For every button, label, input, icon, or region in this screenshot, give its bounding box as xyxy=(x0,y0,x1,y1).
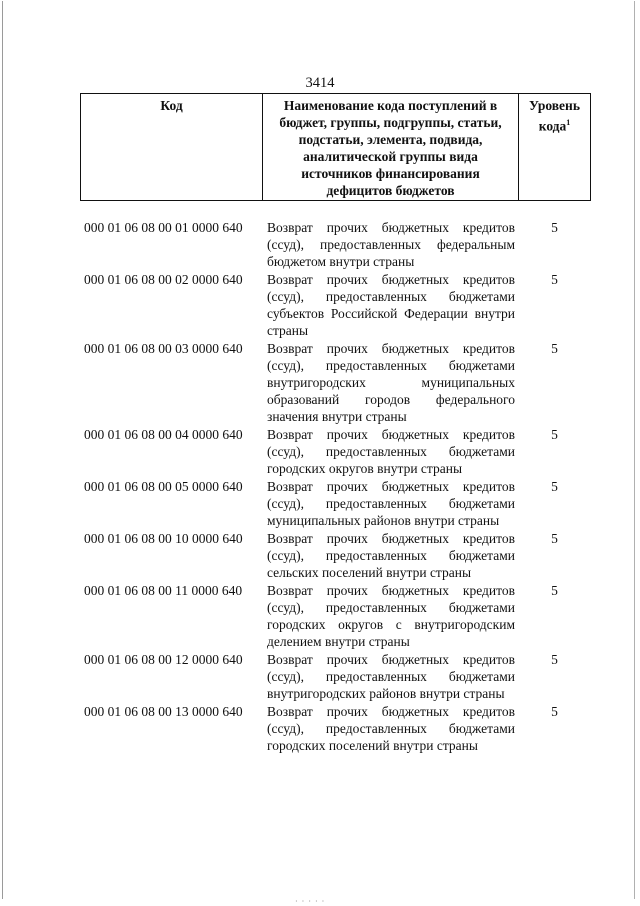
table-row xyxy=(84,426,594,477)
row-code: 000 01 06 08 00 04 0000 640 xyxy=(84,427,243,442)
table-row xyxy=(84,271,594,339)
table-row xyxy=(84,530,594,581)
page-number: 3414 xyxy=(305,75,335,91)
row-level: 5 xyxy=(551,427,558,442)
table-row xyxy=(84,651,594,702)
header-name-label: Наименование кода поступлений в бюджет, группы, подгруппы, статьи, подстатьи, элемента, подвида, аналитической группы вида источников финансирования дефицитов бюджетов xyxy=(279,98,502,198)
scan-artifact: · · · · · xyxy=(295,897,326,906)
row-level: 5 xyxy=(551,652,558,667)
row-name: Возврат прочих бюджетных кредитов (ссуд), предоставленных бюджетами городских поселений внутри страны xyxy=(267,704,515,753)
row-level: 5 xyxy=(551,531,558,546)
row-name: Возврат прочих бюджетных кредитов (ссуд), предоставленных бюджетами муниципальных районов внутри страны xyxy=(267,479,515,528)
row-code: 000 01 06 08 00 13 0000 640 xyxy=(84,704,243,719)
row-name: Возврат прочих бюджетных кредитов (ссуд), предоставленных бюджетами городских округов с внутригородским делением внутри страны xyxy=(267,583,515,649)
row-code: 000 01 06 08 00 05 0000 640 xyxy=(84,479,243,494)
row-code: 000 01 06 08 00 10 0000 640 xyxy=(84,531,243,546)
header-level xyxy=(519,94,591,201)
row-name: Возврат прочих бюджетных кредитов (ссуд), предоставленных бюджетами внутригородских районов внутри страны xyxy=(267,652,515,701)
row-level: 5 xyxy=(551,272,558,287)
row-name: Возврат прочих бюджетных кредитов (ссуд), предоставленных федеральным бюджетом внутри страны xyxy=(267,220,515,269)
row-code: 000 01 06 08 00 01 0000 640 xyxy=(84,220,243,235)
table-row xyxy=(84,582,594,650)
row-code: 000 01 06 08 00 11 0000 640 xyxy=(84,583,243,598)
row-level: 5 xyxy=(551,704,558,719)
row-name: Возврат прочих бюджетных кредитов (ссуд), предоставленных бюджетами сельских поселений внутри страны xyxy=(267,531,515,580)
row-level: 5 xyxy=(551,220,558,235)
row-code: 000 01 06 08 00 03 0000 640 xyxy=(84,341,243,356)
row-code: 000 01 06 08 00 12 0000 640 xyxy=(84,652,243,667)
row-code: 000 01 06 08 00 02 0000 640 xyxy=(84,272,243,287)
table-row xyxy=(84,478,594,529)
table-header xyxy=(80,93,591,201)
header-code-label: Код xyxy=(160,98,183,113)
footnote-marker: 1 xyxy=(566,118,571,127)
row-level: 5 xyxy=(551,583,558,598)
row-level: 5 xyxy=(551,479,558,494)
row-level: 5 xyxy=(551,341,558,356)
header-code xyxy=(81,94,263,201)
table-body xyxy=(84,219,594,755)
table-row xyxy=(84,219,594,270)
row-name: Возврат прочих бюджетных кредитов (ссуд), предоставленных бюджетами городских округов внутри страны xyxy=(267,427,515,476)
row-name: Возврат прочих бюджетных кредитов (ссуд), предоставленных бюджетами субъектов Российской Федерации внутри страны xyxy=(267,272,515,338)
header-level-label: Уровень кода xyxy=(529,98,580,134)
row-name: Возврат прочих бюджетных кредитов (ссуд), предоставленных бюджетами внутригородских муниципальных образований городов федерального значения внутри страны xyxy=(267,341,515,424)
header-name xyxy=(263,94,519,201)
table-row xyxy=(84,703,594,754)
table-row xyxy=(84,340,594,425)
